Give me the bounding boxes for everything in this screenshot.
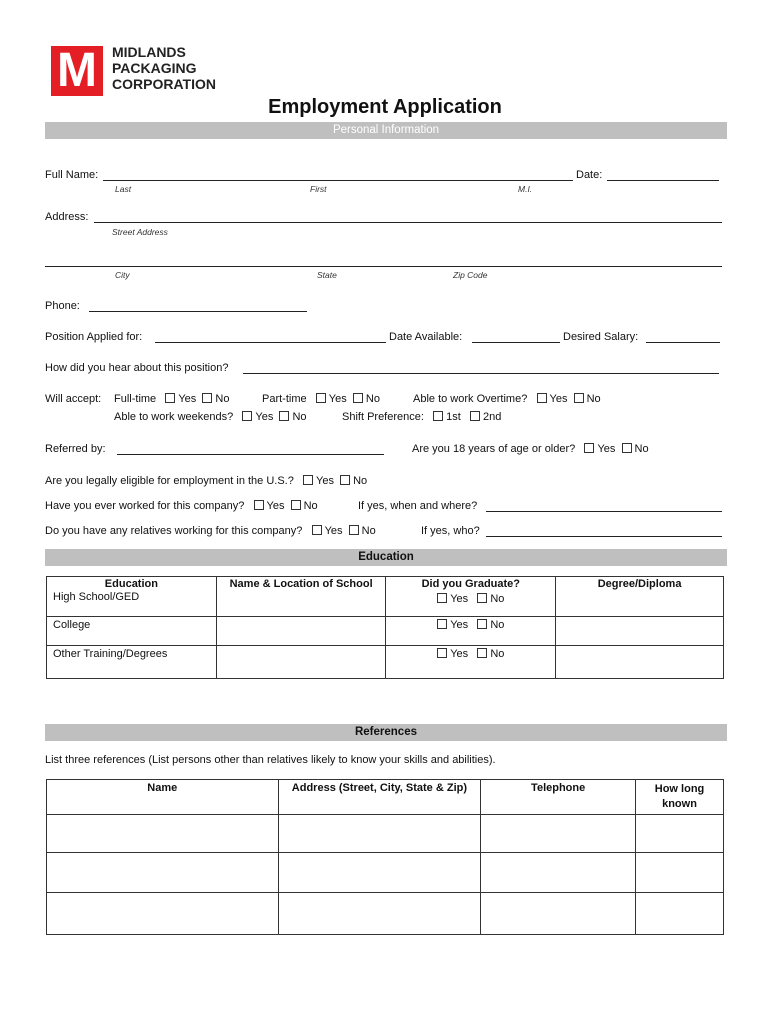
grad-0-yes-checkbox[interactable] (437, 593, 447, 603)
education-header-school: Name & Location of School (216, 577, 386, 607)
worked-yes-checkbox[interactable] (254, 500, 264, 510)
eligible-yes-label: Yes (316, 475, 334, 487)
age-label: Are you 18 years of age or older? (412, 443, 576, 455)
city-state-zip-field[interactable] (45, 266, 722, 267)
age-yes-checkbox[interactable] (584, 443, 594, 453)
fulltime-yes-label: Yes (178, 393, 197, 405)
hear-label: How did you hear about this position? (45, 362, 229, 374)
parttime-no-checkbox[interactable] (353, 393, 363, 403)
position-label: Position Applied for: (45, 331, 143, 343)
overtime-group (413, 393, 601, 406)
relatives-yes-checkbox[interactable] (312, 525, 322, 535)
weekends-label: Able to work weekends? (114, 411, 234, 423)
company-logo (51, 46, 103, 96)
sub-mi: M.I. (518, 184, 533, 194)
grad-2-yes-label: Yes (450, 648, 469, 660)
reference-3-how-long[interactable] (636, 893, 724, 935)
relatives-no-label: No (361, 525, 376, 537)
reference-1-name[interactable] (47, 815, 279, 853)
sub-zip: Zip Code (453, 270, 488, 280)
reference-2-address[interactable] (278, 853, 481, 893)
section-references: References (45, 724, 727, 741)
eligible-no-checkbox[interactable] (340, 475, 350, 485)
references-intro: List three references (List persons other than relatives likely to know your skills and abilities). (45, 754, 496, 766)
section-education: Education (45, 549, 727, 566)
education-cell-pad (386, 606, 556, 617)
relatives-who-field[interactable] (486, 536, 722, 537)
fulltime-label: Full-time (114, 393, 157, 405)
weekends-yes-checkbox[interactable] (242, 411, 252, 421)
grad-2-yes-checkbox[interactable] (437, 648, 447, 658)
sub-last: Last (115, 184, 132, 194)
grad-1-yes-checkbox[interactable] (437, 619, 447, 629)
relatives-no-checkbox[interactable] (349, 525, 359, 535)
logo-letter: M (57, 44, 97, 97)
reference-2-name[interactable] (47, 853, 279, 893)
fulltime-no-checkbox[interactable] (202, 393, 212, 403)
hear-field[interactable] (243, 373, 719, 374)
desired-salary-field[interactable] (646, 342, 720, 343)
age-yes-label: Yes (597, 443, 616, 455)
grad-1-yes-label: Yes (450, 619, 469, 631)
education-header-graduate: Did you Graduate? (421, 578, 521, 590)
weekends-no-label: No (292, 411, 307, 423)
eligible-group (45, 475, 367, 488)
fulltime-no-label: No (215, 393, 230, 405)
education-cell-pad (47, 606, 217, 617)
reference-2-how-long[interactable] (636, 853, 724, 893)
references-header-name: Name (47, 780, 279, 815)
reference-3-address[interactable] (278, 893, 481, 935)
sub-first: First (310, 184, 327, 194)
desired-salary-label: Desired Salary: (563, 331, 639, 343)
position-field[interactable] (155, 342, 386, 343)
shift-label: Shift Preference: (342, 411, 424, 423)
page-title: Employment Application (268, 96, 502, 118)
relatives-group (45, 525, 376, 538)
overtime-no-checkbox[interactable] (574, 393, 584, 403)
worked-label: Have you ever worked for this company? (45, 500, 245, 512)
worked-group (45, 500, 318, 513)
age-no-label: No (634, 443, 649, 455)
worked-no-label: No (303, 500, 318, 512)
education-row-label: College (47, 617, 217, 646)
weekends-no-checkbox[interactable] (279, 411, 289, 421)
eligible-yes-checkbox[interactable] (303, 475, 313, 485)
education-table (46, 576, 724, 679)
logo-line-3: CORPORATION (112, 76, 216, 92)
education-header-education: Education (104, 578, 158, 590)
eligible-label: Are you legally eligible for employment in the U.S.? (45, 475, 294, 487)
parttime-yes-checkbox[interactable] (316, 393, 326, 403)
overtime-yes-checkbox[interactable] (537, 393, 547, 403)
parttime-yes-label: Yes (328, 393, 347, 405)
full-name-label: Full Name: (45, 169, 99, 181)
grad-0-no-label: No (490, 593, 505, 605)
parttime-no-label: No (365, 393, 380, 405)
sub-street-address: Street Address (112, 227, 168, 237)
weekends-yes-label: Yes (255, 411, 274, 423)
school-field-2[interactable] (216, 646, 386, 679)
references-header-how-long: How long known (636, 780, 724, 815)
reference-1-telephone[interactable] (481, 815, 636, 853)
age-no-checkbox[interactable] (622, 443, 632, 453)
education-header-degree: Degree/Diploma (556, 577, 724, 607)
referred-label: Referred by: (45, 443, 106, 455)
logo-line-1: MIDLANDS (112, 44, 186, 60)
worked-when-field[interactable] (486, 511, 722, 512)
shift-1st-label: 1st (446, 411, 461, 423)
degree-field-1[interactable] (556, 617, 724, 646)
references-header-address: Address (Street, City, State & Zip) (278, 780, 481, 815)
reference-3-name[interactable] (47, 893, 279, 935)
worked-when-label: If yes, when and where? (358, 500, 478, 512)
school-field-1[interactable] (216, 617, 386, 646)
parttime-group (262, 393, 380, 406)
grad-1-no-label: No (490, 619, 505, 631)
parttime-label: Part-time (262, 393, 307, 405)
sub-city: City (115, 270, 130, 280)
shift-2nd-checkbox[interactable] (470, 411, 480, 421)
phone-label: Phone: (45, 300, 80, 312)
date-available-label: Date Available: (389, 331, 463, 343)
degree-field-2[interactable] (556, 646, 724, 679)
reference-2-telephone[interactable] (481, 853, 636, 893)
grad-2-no-label: No (490, 648, 505, 660)
references-table (46, 779, 724, 935)
education-cell-0 (47, 577, 217, 607)
phone-field[interactable] (89, 311, 307, 312)
reference-3-telephone[interactable] (481, 893, 636, 935)
grad-options-1 (386, 617, 556, 646)
company-name (112, 44, 216, 92)
section-personal-information: Personal Information (45, 122, 727, 139)
fulltime-group (114, 393, 229, 406)
worked-no-checkbox[interactable] (291, 500, 301, 510)
referred-field[interactable] (117, 454, 384, 455)
education-row-label: Other Training/Degrees (47, 646, 217, 679)
grad-1-no-checkbox[interactable] (477, 619, 487, 629)
reference-1-address[interactable] (278, 815, 481, 853)
shift-2nd-label: 2nd (482, 411, 502, 423)
grad-options-2 (386, 646, 556, 679)
street-address-field[interactable] (94, 222, 722, 223)
relatives-who-label: If yes, who? (421, 525, 480, 537)
grad-2-no-checkbox[interactable] (477, 648, 487, 658)
relatives-label: Do you have any relatives working for this company? (45, 525, 303, 537)
logo-line-2: PACKAGING (112, 60, 197, 76)
grad-options-0 (392, 593, 549, 605)
grad-0-yes-label: Yes (450, 593, 469, 605)
overtime-no-label: No (586, 393, 601, 405)
overtime-yes-label: Yes (549, 393, 568, 405)
date-field[interactable] (607, 180, 719, 181)
age-group (412, 443, 649, 456)
education-cell-grad-0 (386, 577, 556, 607)
full-name-field[interactable] (103, 180, 573, 181)
sub-state: State (317, 270, 337, 280)
worked-yes-label: Yes (266, 500, 285, 512)
weekends-group (114, 411, 307, 424)
date-label: Date: (576, 169, 603, 181)
relatives-yes-label: Yes (324, 525, 343, 537)
references-header-telephone: Telephone (481, 780, 636, 815)
fulltime-yes-checkbox[interactable] (165, 393, 175, 403)
shift-group (342, 411, 501, 424)
will-accept-label: Will accept: (45, 393, 102, 405)
school-field-0[interactable] (216, 606, 386, 617)
education-row-label: High School/GED (53, 591, 140, 603)
address-label: Address: (45, 211, 89, 223)
reference-1-how-long[interactable] (636, 815, 724, 853)
grad-0-no-checkbox[interactable] (477, 593, 487, 603)
eligible-no-label: No (353, 475, 368, 487)
date-available-field[interactable] (472, 342, 560, 343)
degree-field-0[interactable] (556, 606, 724, 617)
shift-1st-checkbox[interactable] (433, 411, 443, 421)
overtime-label: Able to work Overtime? (413, 393, 528, 405)
